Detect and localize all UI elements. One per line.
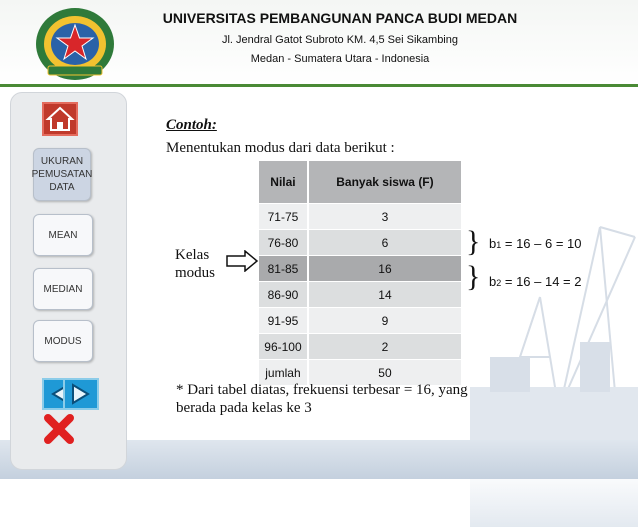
table-cell: 3 — [308, 204, 461, 230]
b1-formula — [489, 236, 581, 251]
brace-b2-icon: } — [466, 260, 481, 293]
triangle-right-icon — [65, 380, 97, 408]
footnote: * Dari tabel diatas, frekuensi terbesar = 16, yang berada pada kelas ke 3 — [176, 382, 468, 416]
table-cell: 76-80 — [259, 230, 308, 256]
home-button[interactable] — [42, 102, 78, 136]
table-cell: 9 — [308, 308, 461, 334]
frequency-table — [259, 161, 461, 385]
table-header-row — [259, 161, 461, 204]
table-row — [259, 308, 461, 334]
table-row — [259, 230, 461, 256]
university-title: UNIVERSITAS PEMBANGUNAN PANCA BUDI MEDAN — [162, 10, 518, 26]
b2-formula — [489, 274, 581, 289]
table-row — [259, 204, 461, 230]
page-header — [0, 0, 638, 87]
b1-expr: = 16 – 6 = 10 — [501, 236, 582, 251]
sidebar-item-ukuran-pemusatan-data[interactable]: UKURAN PEMUSATAN DATA — [33, 148, 91, 201]
b1-var: b — [489, 236, 497, 251]
table-cell: 81-85 — [259, 256, 308, 282]
table-cell: 91-95 — [259, 308, 308, 334]
university-seal-icon — [34, 6, 116, 82]
column-header-nilai: Nilai — [259, 161, 308, 204]
b2-var: b — [489, 274, 497, 289]
table-row — [259, 334, 461, 360]
table-cell: 2 — [308, 334, 461, 360]
table-cell: 6 — [308, 230, 461, 256]
table-row — [259, 282, 461, 308]
table-cell: 71-75 — [259, 204, 308, 230]
example-intro: Menentukan modus dari data berikut : — [166, 140, 395, 156]
address-line-2: Medan - Sumatera Utara - Indonesia — [250, 53, 430, 65]
sidebar-item-median[interactable]: MEDIAN — [33, 268, 93, 310]
sidebar-item-mean[interactable]: MEAN — [33, 214, 93, 256]
right-arrow-icon — [225, 250, 259, 272]
table-cell: 50 — [308, 360, 461, 386]
address-line-1: Jl. Jendral Gatot Subroto KM. 4,5 Sei Sikambing — [221, 34, 458, 46]
example-heading: Contoh: — [166, 117, 217, 133]
b2-expr: = 16 – 14 = 2 — [501, 274, 582, 289]
next-button[interactable] — [63, 378, 99, 410]
b2-sub: 2 — [496, 278, 502, 288]
table-cell: 96-100 — [259, 334, 308, 360]
close-button[interactable] — [40, 412, 78, 446]
close-x-icon — [40, 412, 78, 446]
table-cell: 86-90 — [259, 282, 308, 308]
brace-b1-icon: } — [466, 225, 481, 258]
table-cell: 16 — [308, 256, 461, 282]
modal-class-label-line-2: modus — [175, 265, 216, 281]
b1-sub: 1 — [496, 240, 502, 250]
table-row-modal-class — [259, 256, 461, 282]
modal-class-label — [175, 246, 215, 282]
home-icon — [44, 104, 76, 134]
table-cell: 14 — [308, 282, 461, 308]
column-header-banyak-siswa: Banyak siswa (F) — [308, 161, 461, 204]
modal-class-label-line-1: Kelas — [175, 247, 210, 263]
table-cell: jumlah — [259, 360, 308, 386]
sidebar-item-modus[interactable]: MODUS — [33, 320, 93, 362]
